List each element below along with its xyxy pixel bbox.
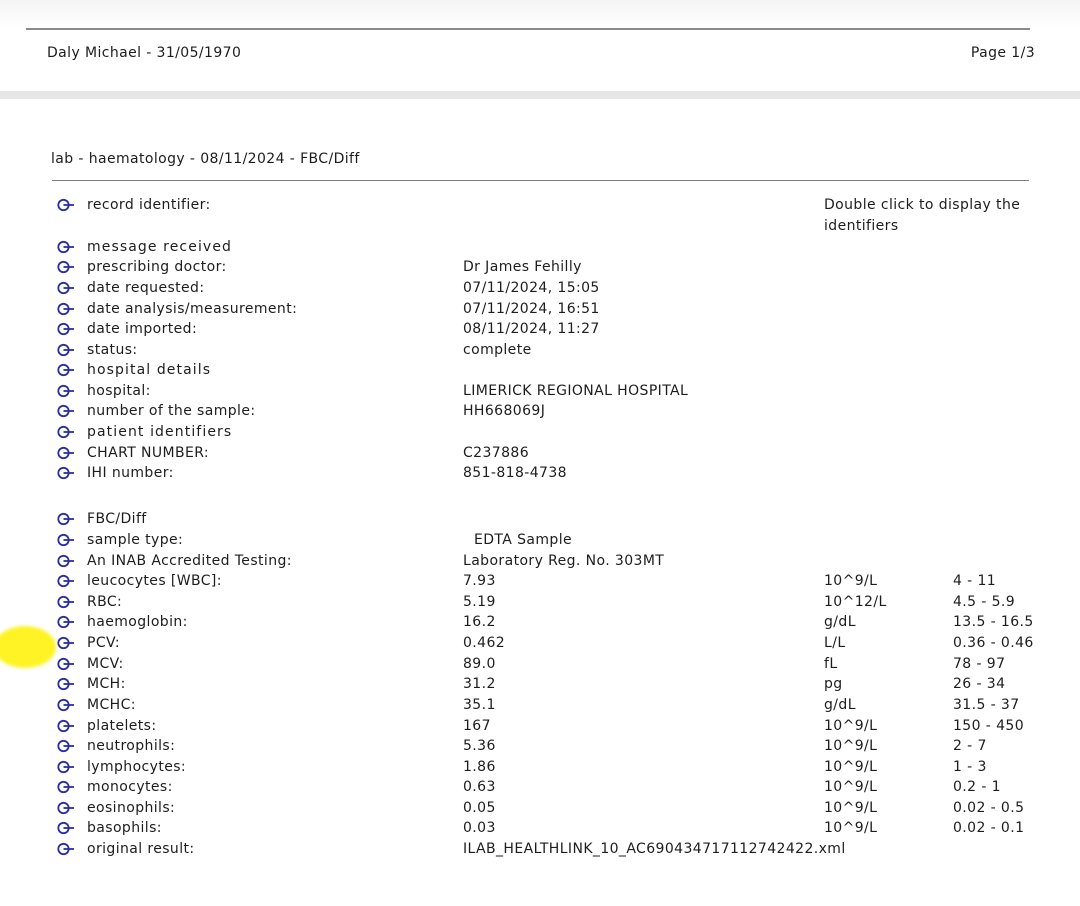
result-row[interactable] bbox=[0, 340, 1080, 360]
row-label: monocytes: bbox=[87, 779, 173, 795]
row-reference-range: 26 - 34 bbox=[953, 676, 1006, 692]
row-value: 1.86 bbox=[463, 759, 496, 775]
result-row[interactable] bbox=[0, 571, 1080, 591]
circle-arrow-icon[interactable] bbox=[57, 677, 75, 691]
result-row[interactable] bbox=[0, 674, 1080, 694]
circle-arrow-icon[interactable] bbox=[57, 198, 75, 212]
row-reference-range: 78 - 97 bbox=[953, 656, 1006, 672]
result-row[interactable] bbox=[0, 381, 1080, 401]
result-row[interactable] bbox=[0, 818, 1080, 838]
circle-arrow-icon[interactable] bbox=[57, 281, 75, 295]
row-unit: g/dL bbox=[824, 697, 856, 713]
row-value: C237886 bbox=[463, 445, 530, 461]
circle-arrow-icon[interactable] bbox=[57, 780, 75, 794]
row-reference-range: 4.5 - 5.9 bbox=[953, 594, 1016, 610]
top-shade bbox=[0, 0, 1080, 28]
row-unit: L/L bbox=[824, 635, 846, 651]
row-value: 5.19 bbox=[463, 594, 496, 610]
row-unit: 10^9/L bbox=[824, 759, 878, 775]
circle-arrow-icon[interactable] bbox=[57, 343, 75, 357]
row-value: 0.05 bbox=[463, 800, 496, 816]
row-reference-range: 2 - 7 bbox=[953, 738, 987, 754]
row-unit: fL bbox=[824, 656, 838, 672]
result-row[interactable] bbox=[0, 530, 1080, 550]
result-row[interactable] bbox=[0, 443, 1080, 463]
row-value: Dr James Fehilly bbox=[463, 259, 582, 275]
row-label: eosinophils: bbox=[87, 800, 176, 816]
row-value: 07/11/2024, 15:05 bbox=[463, 280, 600, 296]
result-row[interactable] bbox=[0, 716, 1080, 736]
row-value: Laboratory Reg. No. 303MT bbox=[463, 553, 665, 569]
result-row[interactable] bbox=[0, 278, 1080, 298]
row-reference-range: 0.2 - 1 bbox=[953, 779, 1001, 795]
result-row[interactable] bbox=[0, 592, 1080, 612]
result-row[interactable] bbox=[0, 319, 1080, 339]
circle-arrow-icon[interactable] bbox=[57, 466, 75, 480]
result-row[interactable] bbox=[0, 736, 1080, 756]
row-label: MCHC: bbox=[87, 697, 136, 713]
row-value: complete bbox=[463, 342, 532, 358]
result-row[interactable] bbox=[0, 257, 1080, 277]
result-row[interactable] bbox=[0, 360, 1080, 380]
row-label: number of the sample: bbox=[87, 403, 256, 419]
row-label: platelets: bbox=[87, 718, 157, 734]
circle-arrow-icon[interactable] bbox=[57, 739, 75, 753]
result-row[interactable] bbox=[0, 798, 1080, 818]
row-reference-range: 4 - 11 bbox=[953, 573, 997, 589]
row-value: 35.1 bbox=[463, 697, 496, 713]
circle-arrow-icon[interactable] bbox=[57, 842, 75, 856]
row-label: date requested: bbox=[87, 280, 205, 296]
row-reference-range: 13.5 - 16.5 bbox=[953, 614, 1034, 630]
circle-arrow-icon[interactable] bbox=[57, 636, 75, 650]
row-value: 7.93 bbox=[463, 573, 496, 589]
result-row[interactable] bbox=[0, 551, 1080, 571]
row-value: 89.0 bbox=[463, 656, 496, 672]
result-row[interactable] bbox=[0, 757, 1080, 777]
result-row[interactable] bbox=[0, 695, 1080, 715]
result-row[interactable] bbox=[0, 422, 1080, 442]
row-unit: 10^9/L bbox=[824, 820, 878, 836]
circle-arrow-icon[interactable] bbox=[57, 801, 75, 815]
row-unit: 10^9/L bbox=[824, 718, 878, 734]
circle-arrow-icon[interactable] bbox=[57, 574, 75, 588]
circle-arrow-icon[interactable] bbox=[57, 821, 75, 835]
row-value: ILAB_HEALTHLINK_10_AC690434717112742422.xml bbox=[463, 841, 846, 857]
row-value: 0.03 bbox=[463, 820, 496, 836]
row-value: 07/11/2024, 16:51 bbox=[463, 301, 600, 317]
circle-arrow-icon[interactable] bbox=[57, 657, 75, 671]
row-reference-range: 150 - 450 bbox=[953, 718, 1024, 734]
result-row[interactable] bbox=[0, 463, 1080, 483]
row-label: status: bbox=[87, 342, 138, 358]
row-label: date imported: bbox=[87, 321, 198, 337]
result-row[interactable] bbox=[0, 777, 1080, 797]
row-unit: 10^9/L bbox=[824, 573, 878, 589]
section-title: lab - haematology - 08/11/2024 - FBC/Diff bbox=[51, 151, 360, 167]
row-label: haemoglobin: bbox=[87, 614, 188, 630]
result-row[interactable] bbox=[0, 633, 1080, 653]
row-unit: 10^9/L bbox=[824, 800, 878, 816]
row-value: 5.36 bbox=[463, 738, 496, 754]
row-label: record identifier: bbox=[87, 197, 211, 213]
row-label: original result: bbox=[87, 841, 195, 857]
row-label: hospital details bbox=[87, 362, 212, 378]
circle-arrow-icon[interactable] bbox=[57, 240, 75, 254]
row-value: 0.63 bbox=[463, 779, 496, 795]
circle-arrow-icon[interactable] bbox=[57, 554, 75, 568]
circle-arrow-icon[interactable] bbox=[57, 322, 75, 336]
section-rule bbox=[52, 180, 1029, 181]
circle-arrow-icon[interactable] bbox=[57, 595, 75, 609]
circle-arrow-icon[interactable] bbox=[57, 719, 75, 733]
row-value: 16.2 bbox=[463, 614, 496, 630]
row-value: EDTA Sample bbox=[474, 532, 573, 548]
row-label: hospital: bbox=[87, 383, 151, 399]
row-unit: g/dL bbox=[824, 614, 856, 630]
row-reference-range: 0.36 - 0.46 bbox=[953, 635, 1034, 651]
row-value: 167 bbox=[463, 718, 491, 734]
row-unit: 10^9/L bbox=[824, 779, 878, 795]
result-row[interactable] bbox=[0, 654, 1080, 674]
row-label: An INAB Accredited Testing: bbox=[87, 553, 292, 569]
row-reference-range: 1 - 3 bbox=[953, 759, 987, 775]
row-value: HH668069J bbox=[463, 403, 546, 419]
row-label: leucocytes [WBC]: bbox=[87, 573, 222, 589]
row-value: 0.462 bbox=[463, 635, 506, 651]
result-row[interactable] bbox=[0, 509, 1080, 529]
row-label: prescribing doctor: bbox=[87, 259, 227, 275]
row-value: 08/11/2024, 11:27 bbox=[463, 321, 600, 337]
row-unit: pg bbox=[824, 676, 843, 692]
circle-arrow-icon[interactable] bbox=[57, 302, 75, 316]
row-value: LIMERICK REGIONAL HOSPITAL bbox=[463, 383, 689, 399]
row-unit: 10^12/L bbox=[824, 594, 887, 610]
row-label: basophils: bbox=[87, 820, 162, 836]
row-label: IHI number: bbox=[87, 465, 174, 481]
header-rule bbox=[26, 28, 1030, 30]
row-label: date analysis/measurement: bbox=[87, 301, 298, 317]
row-label: MCH: bbox=[87, 676, 126, 692]
row-label: patient identifiers bbox=[87, 424, 233, 440]
result-row[interactable] bbox=[0, 299, 1080, 319]
row-label: MCV: bbox=[87, 656, 124, 672]
circle-arrow-icon[interactable] bbox=[57, 384, 75, 398]
row-unit: 10^9/L bbox=[824, 738, 878, 754]
identifiers-note[interactable]: Double click to display the identifiers bbox=[824, 197, 1021, 234]
result-row[interactable] bbox=[0, 237, 1080, 257]
patient-header: Daly Michael - 31/05/1970 bbox=[47, 45, 242, 61]
circle-arrow-icon[interactable] bbox=[57, 363, 75, 377]
circle-arrow-icon[interactable] bbox=[57, 260, 75, 274]
result-row[interactable] bbox=[0, 195, 1080, 215]
header-band bbox=[0, 91, 1080, 99]
row-label: neutrophils: bbox=[87, 738, 176, 754]
circle-arrow-icon[interactable] bbox=[57, 425, 75, 439]
circle-arrow-icon[interactable] bbox=[57, 698, 75, 712]
circle-arrow-icon[interactable] bbox=[57, 404, 75, 418]
row-value: 31.2 bbox=[463, 676, 496, 692]
row-reference-range: 0.02 - 0.1 bbox=[953, 820, 1025, 836]
result-row[interactable] bbox=[0, 401, 1080, 421]
result-row[interactable] bbox=[0, 612, 1080, 632]
circle-arrow-icon[interactable] bbox=[57, 446, 75, 460]
row-reference-range: 0.02 - 0.5 bbox=[953, 800, 1025, 816]
row-label: FBC/Diff bbox=[87, 511, 147, 527]
circle-arrow-icon[interactable] bbox=[57, 533, 75, 547]
row-reference-range: 31.5 - 37 bbox=[953, 697, 1020, 713]
row-label: CHART NUMBER: bbox=[87, 445, 210, 461]
row-label: message received bbox=[87, 239, 233, 255]
row-label: PCV: bbox=[87, 635, 120, 651]
row-value: 851-818-4738 bbox=[463, 465, 567, 481]
circle-arrow-icon[interactable] bbox=[57, 760, 75, 774]
row-label: lymphocytes: bbox=[87, 759, 187, 775]
row-label: sample type: bbox=[87, 532, 184, 548]
page-indicator: Page 1/3 bbox=[970, 45, 1035, 61]
row-label: RBC: bbox=[87, 594, 123, 610]
circle-arrow-icon[interactable] bbox=[57, 615, 75, 629]
circle-arrow-icon[interactable] bbox=[57, 512, 75, 526]
result-row[interactable] bbox=[0, 839, 1080, 859]
